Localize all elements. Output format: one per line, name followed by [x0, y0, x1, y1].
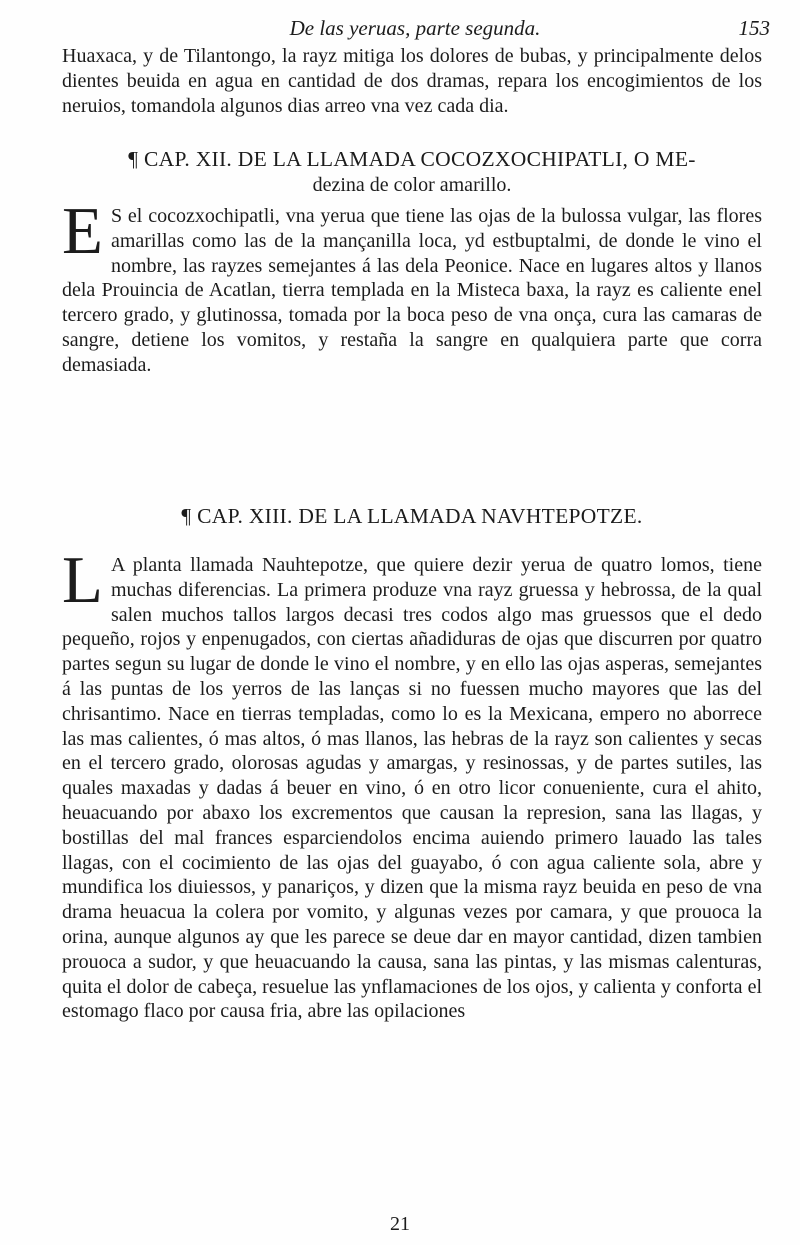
chapter-13-title: ¶ CAP. XIII. DE LA LLAMADA NAVHTEPOTZE. [181, 504, 643, 528]
running-head [60, 16, 770, 42]
drop-cap: E [62, 194, 103, 268]
chapter-13-heading [62, 503, 762, 529]
chapter-12-subtitle: dezina de color amarillo. [312, 174, 512, 196]
chapter-12-heading [62, 146, 762, 198]
signature-mark: 21 [390, 1213, 410, 1235]
drop-cap: L [62, 543, 103, 617]
chapter-12-paragraph [62, 194, 762, 378]
running-title: De las yeruas, parte segunda. [289, 16, 541, 40]
continuation-text: Huaxaca, y de Tilantongo, la rayz mitiga los dolores de bubas, y principalmente delos dientes beuida en agua en cantidad de dos dramas, repara los encogimientos de los neruios, tomandola algunos dias arreo vna vez cada dia. [62, 45, 762, 117]
chapter-13-body: A planta llamada Nauhtepotze, que quiere dezir yerua de quatro lomos, tiene muchas diferencias. La primera produze vna rayz gruessa y hebrossa, de la qual salen muchos tallos largos decasi tres codos algo mas gruessos que el dedo pequeño, rojos y enpenugados, con ciertas añadiduras de ojas que discurren por quatro partes segun su lugar de donde le vino el nombre, y en ello las ojas asperas, semejantes á las puntas de los yerros de las lanças si no fuessen mucho mayores que las del chrisantimo. Nace en tierras templadas, como lo es la Mexicana, empero no aborrece las mas calientes, ó mas altos, ó mas llanos, las hebras de la rayz son calientes y secas en el tercero grado, olorosas agudas y amargas, y resinossas, y de partes sutiles, las quales maxadas y dadas á beuer en vino, ó en otro licor conueniente, cura el ahito, heuacuando por abaxo los excrementos que causan la represion, sana las llagas, y bostillas del mal frances esparciendolos encima auiendo primero lauado las tales llagas, con el cocimiento de las ojas del guayabo, ó con agua caliente sola, abre y mundifica los diuiessos, y panariços, y dizen que la misma rayz beuida en peso de vna drama heuacua la colera por vomito, y algunas vezes por camara, y que prouoca la orina, aunque algunos ay que les parece se deue dar en mayor cantidad, dizen tambien prouoca a sudor, y que heuacuando la causa, sana las pintas, y las mismas calenturas, quita el dolor de cabeça, resuelue las ynflamaciones de los ojos, y calienta y conforta el estomago flaco por causa fria, abre las opilaciones [62, 554, 762, 1023]
continuation-paragraph [62, 44, 762, 118]
chapter-13-paragraph [62, 543, 762, 1024]
chapter-12-title: ¶ CAP. XII. DE LA LLAMADA COCOZXOCHIPATLI, O ME- [128, 147, 696, 171]
chapter-12-body: S el cocozxochipatli, vna yerua que tiene las ojas de la bulossa vulgar, las flores amarillas como las de la mançanilla loca, yd estbuptalmi, de donde le vino el nombre, las rayzes semejantes á las dela Peonice. Nace en lugares altos y llanos dela Prouincia de Acatlan, tierra templada en la Misteca baxa, la rayz es caliente enel tercero grado, y glutinossa, tomada por la boca peso de vna onça, cura las camaras de sangre, detiene los vomitos, y restaña la sangre en qualquiera parte que corra demasiada. [62, 205, 762, 376]
page-number: 153 [738, 16, 770, 40]
